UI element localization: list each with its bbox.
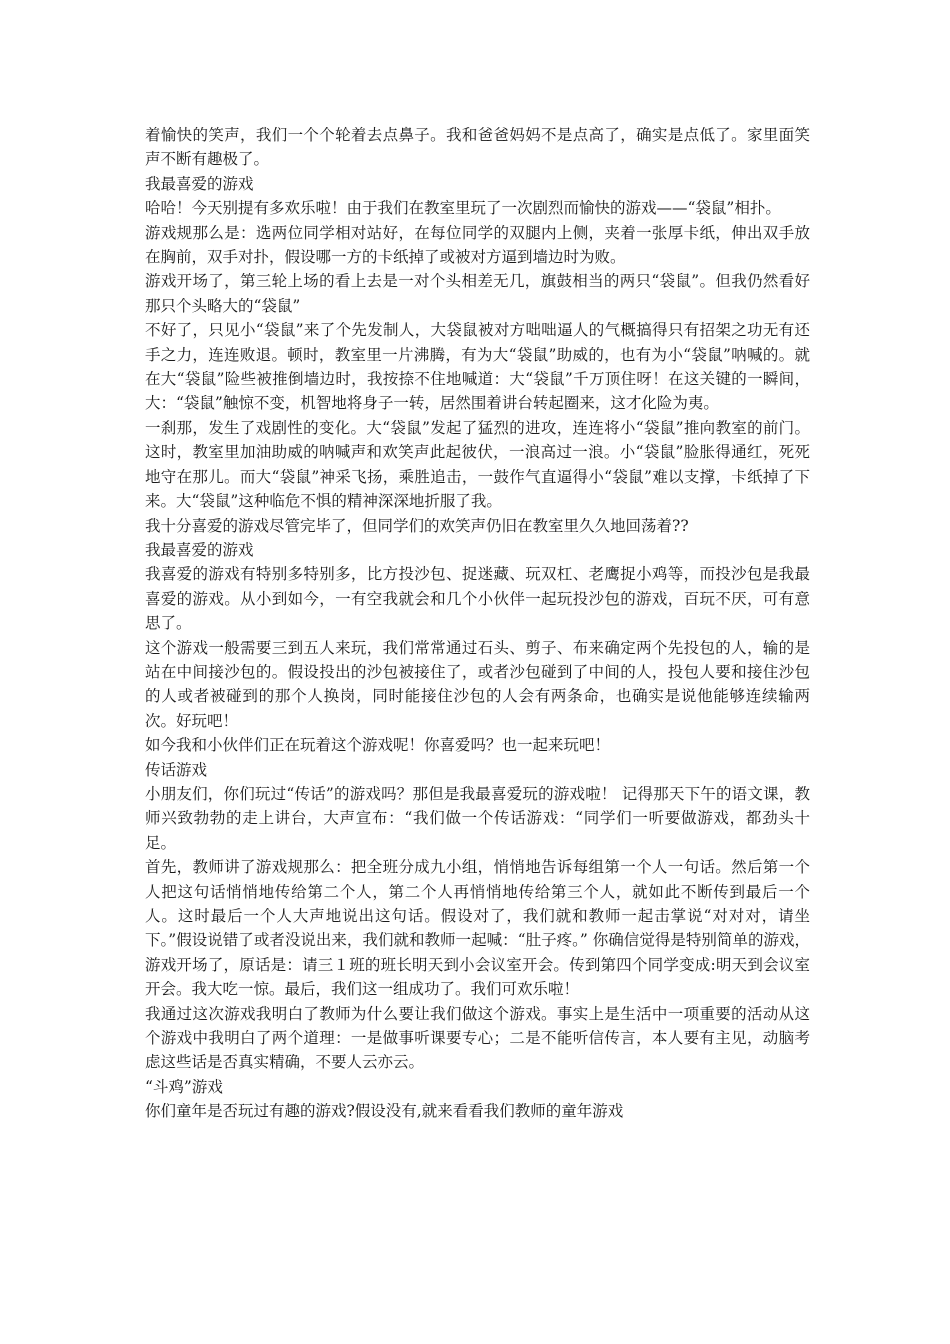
paragraph: 这个游戏一般需要三到五人来玩，我们常常通过石头、剪子、布来确定两个先投包的人，输的是站在中间接沙包的。假设投出的沙包被接住了，或者沙包碰到了中间的人，投包人要和接住沙包的人或者被碰到的那个人换岗，同时能接住沙包的人会有两条命，也确实是说他能够连续输两次。好玩吧！ — [145, 638, 810, 730]
paragraph: 游戏开场了，第三轮上场的看上去是一对个头相差无几，旗鼓相当的两只“袋鼠”。但我仍然看好那只个头略大的“袋鼠” — [145, 272, 810, 315]
paragraph: 你们童年是否玩过有趣的游戏?假设没有,就来看看我们教师的童年游戏 — [145, 1102, 624, 1121]
paragraph: 哈哈！今天别提有多欢乐啦！由于我们在教室里玩了一次剧烈而愉快的游戏——“袋鼠”相扑。 — [145, 199, 781, 218]
paragraph: 不好了，只见小“袋鼠”来了个先发制人，大袋鼠被对方咄咄逼人的气概搞得只有招架之功无有还手之力，连连败退。顿时，教室里一片沸腾，有为大“袋鼠”助威的，也有为小“袋鼠”呐喊的。就在大“袋鼠”险些被推倒墙边时，我按捺不住地喊道：大“袋鼠”千万顶住呀！在这关键的一瞬间，大：“袋鼠”触惊不变，机智地将身子一转，居然围着讲台转起圈来，这才化险为夷。 — [145, 321, 810, 413]
paragraph: 首先，教师讲了游戏规那么：把全班分成九小组，悄悄地告诉每组第一个人一句话。然后第一个人把这句话悄悄地传给第二个人，第二个人再悄悄地传给第三个人，就如此不断传到最后一个人。这时最后一个人大声地说出这句话。假设对了，我们就和教师一起击掌说“对对对，请坐下。”假设说错了或者没说出来，我们就和教师一起喊：“肚子疼。” 你确信觉得是特别简单的游戏，游戏开场了，原话是：请三１班的班长明天到小会议室开会。传到第四个同学变成:明天到会议室开会。我大吃一惊。最后，我们这一组成功了。我们可欢乐啦！ — [145, 858, 810, 999]
section-heading: 传话游戏 — [145, 760, 208, 779]
section-heading: 我最喜爱的游戏 — [145, 174, 254, 193]
paragraph: 着愉快的笑声，我们一个个轮着去点鼻子。我和爸爸妈妈不是点高了，确实是点低了。家里面笑声不断有趣极了。 — [145, 126, 810, 169]
paragraph: 游戏规那么是：选两位同学相对站好，在每位同学的双腿内上侧，夹着一张厚卡纸，伸出双手放在胸前，双手对扑，假设哪一方的卡纸掉了或被对方逼到墙边时为败。 — [145, 223, 810, 267]
paragraph: 一刹那，发生了戏剧性的变化。大“袋鼠”发起了猛烈的进攻，连连将小“袋鼠”推向教室的前门。这时，教室里加油助威的呐喊声和欢笑声此起彼伏，一浪高过一浪。小“袋鼠”脸胀得通红，死死地守在那儿。而大“袋鼠”神采飞扬，乘胜追击，一鼓作气直逼得小“袋鼠”难以支撑，卡纸掉了下来。大“袋鼠”这种临危不惧的精神深深地折服了我。 — [145, 418, 810, 511]
paragraph: 如今我和小伙伴们正在玩着这个游戏呢！你喜爱吗？也一起来玩吧！ — [145, 736, 611, 755]
section-heading: 我最喜爱的游戏 — [145, 540, 254, 559]
paragraph: 我十分喜爱的游戏尽管完毕了，但同学们的欢笑声仍旧在教室里久久地回荡着?? — [145, 516, 689, 535]
paragraph: 小朋友们，你们玩过“传话”的游戏吗？那但是我最喜爱玩的游戏啦！ 记得那天下午的语文课，教师兴致勃勃的走上讲台，大声宣布：“我们做一个传话游戏：“同学们一听要做游戏，都劲头十足。 — [145, 784, 810, 852]
paragraph: 我喜爱的游戏有特别多特别多，比方投沙包、捉迷藏、玩双杠、老鹰捉小鸡等，而投沙包是我最喜爱的游戏。从小到如今，一有空我就会和几个小伙伴一起玩投沙包的游戏，百玩不厌，可有意思了。 — [145, 565, 810, 633]
paragraph: 我通过这次游戏我明白了教师为什么要让我们做这个游戏。事实上是生活中一项重要的活动从这个游戏中我明白了两个道理：一是做事听课要专心；二是不能听信传言，本人要有主见，动脑考虑这些话是否真实精确，不要人云亦云。 — [145, 1004, 810, 1072]
document-body — [145, 123, 810, 1124]
section-heading: “斗鸡”游戏 — [145, 1077, 223, 1096]
